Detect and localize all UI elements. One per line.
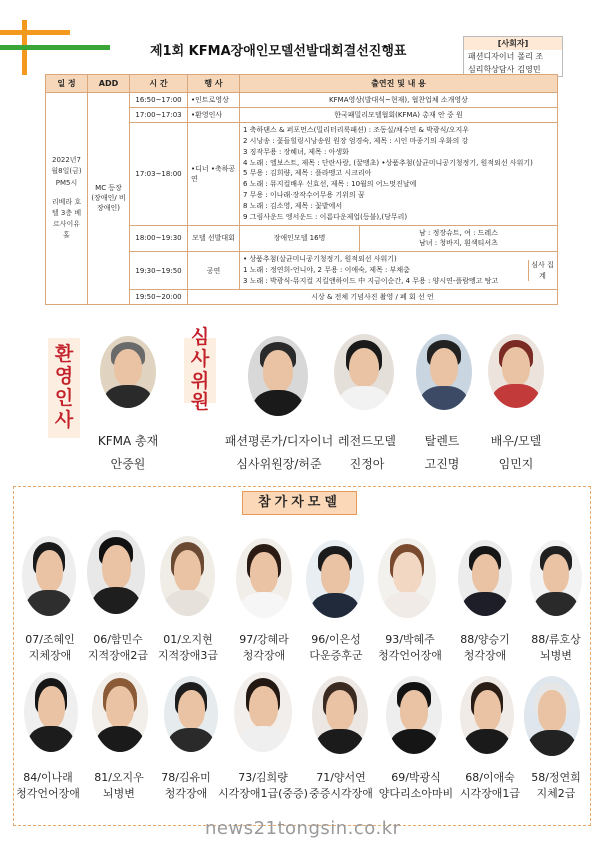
portrait-photo <box>416 334 472 410</box>
program-line: 8 노래 : 김소영, 제목 : 꽃밭에서 <box>243 201 343 210</box>
model-caption <box>218 770 308 802</box>
event-cell: •인트로영상 <box>188 93 240 108</box>
person-name: 진정아 <box>349 457 385 471</box>
participants-title: 참가자모델 <box>242 491 357 515</box>
program-line: 2 시낭송 : 꽃들힐링시낭송원 원장 엄경숙, 제목 : 시인 마종기의 우화의 강 <box>243 136 469 145</box>
welcome-label <box>48 338 80 438</box>
schedule-add-cell: MC 등장 (장애인/ 비장애인) <box>88 93 130 305</box>
model-disability: 청각장애 <box>164 786 208 800</box>
model-disability: 청각언어장애 <box>16 786 80 800</box>
portrait-photo <box>160 536 215 616</box>
program-line: 4 노래 : 엘보스트, 제목 : 단란사랑, (꿀맹초) •상품추첨(살균미니공기청정기, 원적외선 사워기) <box>243 158 533 167</box>
model-disability: 지체2급 <box>536 786 576 800</box>
decor-orange-bar <box>0 30 70 35</box>
person-name: 안중원 <box>110 457 146 471</box>
portrait-photo <box>164 676 218 752</box>
portrait-photo <box>524 676 580 756</box>
host-row <box>464 50 562 63</box>
portrait-photo <box>92 672 148 752</box>
portrait-photo <box>334 334 394 410</box>
dress-code-line: 남 : 정장슈트, 여 : 드레스 <box>419 228 498 237</box>
program-line: 1 축하댄스 & 퍼포먼스(밀리터리룩패션) : 조동실/채수민 & 박광식/오지우 <box>243 126 470 134</box>
model-number-name: 88/류호상 <box>531 633 581 646</box>
person-name: 임민지 <box>498 457 534 471</box>
label-char: 사 <box>54 408 74 431</box>
portrait-photo <box>87 530 145 614</box>
content-cell: KFMA영상(발대식~현재), 협찬업체 소개영상 <box>240 93 558 108</box>
watermark: news21tongsin.co.kr <box>205 818 401 839</box>
model-caption <box>226 632 302 664</box>
label-char: 환 <box>54 343 74 366</box>
dress-code-line: 남녀 : 청바지, 흰색티셔츠 <box>419 239 498 248</box>
dress-code-cell <box>360 225 558 252</box>
label-char: 원 <box>190 391 210 414</box>
model-caption <box>520 632 592 664</box>
model-caption <box>14 632 86 664</box>
model-number-name: 97/강혜라 <box>239 633 289 646</box>
model-disability: 청각장애 <box>463 648 507 662</box>
header-cell: ADD <box>88 75 130 93</box>
portrait-photo <box>458 540 512 616</box>
model-caption <box>150 632 226 664</box>
program-line: 5 무용 : 김희량, 제목 : 플라멩고 시크리아 <box>243 169 372 178</box>
portrait-photo <box>530 540 582 616</box>
portrait-photo <box>306 540 364 618</box>
label-char: 심 <box>190 325 210 348</box>
event-cell: •디너 •축하공연 <box>188 123 240 226</box>
model-disability: 다운증후군 <box>309 648 363 662</box>
person-title: 탈렌트 <box>424 434 460 448</box>
content-cell <box>240 252 558 290</box>
model-number-name: 81/오지우 <box>94 771 144 784</box>
header-cell: 행 사 <box>188 75 240 93</box>
model-number-name: 88/양승기 <box>460 633 510 646</box>
model-disability: 지적장애2급 <box>87 648 149 662</box>
model-number-name: 68/이애숙 <box>465 771 515 784</box>
model-number-name: 07/조혜인 <box>25 633 75 646</box>
label-char: 위 <box>190 369 210 392</box>
host-header: [사회자] <box>464 37 562 50</box>
label-char: 영 <box>54 365 74 388</box>
model-disability: 지적장애3급 <box>157 648 219 662</box>
schedule-info-cell <box>46 93 88 305</box>
portrait-photo <box>460 676 514 754</box>
model-disability: 청각언어장애 <box>378 648 442 662</box>
model-number-name: 58/정연희 <box>531 771 581 784</box>
model-caption <box>86 770 152 802</box>
model-disability: 청각장애 <box>242 648 286 662</box>
person-title: KFMA 총재 <box>97 434 159 448</box>
model-caption <box>152 770 220 802</box>
content-cell: 시상 & 전체 기념사진 촬영 / 폐 회 선 언 <box>188 289 558 304</box>
time-cell: 17:03~18:00 <box>130 123 188 226</box>
event-cell: 모델 선발대회 <box>188 225 240 252</box>
model-caption <box>454 770 526 802</box>
portrait-photo <box>378 538 436 618</box>
model-number-name: 71/양서연 <box>316 771 366 784</box>
model-number-name: 73/김희량 <box>238 771 288 784</box>
program-line: 3 징작무용 : 장혜녀, 제목 : 아생화 <box>243 147 349 156</box>
program-line: 1 노래 : 정연희-언니야, 2 무용 : 이애숙, 제목 : 부채춤 <box>243 266 410 275</box>
portrait-photo <box>312 676 368 754</box>
model-caption <box>82 632 154 664</box>
model-disability: 뇌병변 <box>103 786 135 800</box>
content-cell: 장애인모델 16명 <box>240 225 360 252</box>
model-disability: 중증시각장애 <box>309 786 373 800</box>
portrait-photo <box>488 334 544 408</box>
schedule-date: 2022년7월8일(금) PM5시 <box>51 156 82 187</box>
model-number-name: 78/김유미 <box>161 771 211 784</box>
header-cell: 시 간 <box>130 75 188 93</box>
program-line: 6 노래 : 뮤지컬배우 신효선, 제목 : 10월의 어느멋진날에 <box>243 180 417 189</box>
host-name: 김영민 <box>517 65 541 74</box>
schedule-venue: 리베라 호텔 3층 베르사이유 홀 <box>51 197 82 240</box>
page-title: 제1회 KFMA장애인모델선발대회결선진행표 <box>150 44 407 59</box>
host-box <box>463 36 563 77</box>
model-disability: 지체장애 <box>28 648 72 662</box>
person-title: 패션평론가/디자이너 <box>224 434 334 448</box>
portrait-photo <box>386 676 442 754</box>
event-cell: •환영인사 <box>188 108 240 123</box>
decor-green-bar <box>0 45 110 50</box>
portrait-photo <box>22 536 76 616</box>
model-caption <box>304 770 378 802</box>
model-disability: 시각장애1급 <box>459 786 521 800</box>
model-caption <box>6 770 90 802</box>
person-title: 배우/모델 <box>490 434 542 448</box>
model-number-name: 06/함민수 <box>93 633 143 646</box>
portrait-photo <box>248 336 308 416</box>
performance-wrap <box>243 254 554 287</box>
program-line: 7 무용 : 이나래·장작수어무용 기위의 꿈 <box>243 191 365 200</box>
judge-tally-label: 심사 집계 <box>528 260 554 282</box>
person-name: 심사위원장/허준 <box>236 457 322 471</box>
model-number-name: 96/이은성 <box>311 633 361 646</box>
host-name: 폴리 조 <box>517 52 544 61</box>
model-number-name: 01/오지현 <box>163 633 213 646</box>
program-line: • 상품추첨(살균미니공기청정기, 원적외선 사워기) <box>243 255 397 264</box>
model-caption <box>522 770 590 802</box>
portrait-photo <box>100 336 156 408</box>
model-caption <box>448 632 522 664</box>
judges-label <box>184 325 216 414</box>
time-cell: 16:50~17:00 <box>130 93 188 108</box>
person-title: 레전드모델 <box>338 434 396 448</box>
header-cell: 출연진 및 내 용 <box>240 75 558 93</box>
content-cell: 한국패밀리모델협회(KFMA) 총재 안 중 원 <box>240 108 558 123</box>
time-cell: 17:00~17:03 <box>130 108 188 123</box>
time-cell: 19:50~20:00 <box>130 289 188 304</box>
host-role: 심리학상담사 <box>468 65 515 74</box>
label-char: 사 <box>190 347 210 370</box>
table-row <box>46 93 558 108</box>
program-line: 9 그림사운드 엥서운드 : 이름다운제업(등불),(당무리) <box>243 212 408 221</box>
model-number-name: 93/박혜주 <box>385 633 435 646</box>
label-char: 인 <box>54 387 74 409</box>
content-cell <box>240 123 558 226</box>
model-number-name: 84/이나래 <box>23 771 73 784</box>
model-caption <box>374 770 458 802</box>
performance-lines <box>243 254 498 287</box>
event-cell: 공연 <box>188 252 240 290</box>
schedule-table <box>45 74 558 305</box>
host-role: 패션디자이너 <box>468 52 515 61</box>
time-cell: 19:30~19:50 <box>130 252 188 290</box>
portrait-photo <box>24 672 78 752</box>
model-number-name: 69/박광식 <box>391 771 441 784</box>
model-disability: 시각장애1급(중증) <box>218 786 308 800</box>
portrait-photo <box>236 538 292 618</box>
model-caption <box>370 632 450 664</box>
portrait-photo <box>234 672 292 752</box>
header-cell: 일 정 <box>46 75 88 93</box>
model-disability: 뇌병변 <box>540 648 572 662</box>
person-name: 고진명 <box>424 457 460 471</box>
model-disability: 양다리소아마비 <box>378 786 454 800</box>
model-caption <box>298 632 374 664</box>
time-cell: 18:00~19:30 <box>130 225 188 252</box>
program-line: 3 노래 : 박광식-뮤지컬 지킬앤하이드 中 지금이순간, 4 무용 : 양시연-플람멩고 탕고 <box>243 276 499 285</box>
schedule-header-row <box>46 75 558 93</box>
